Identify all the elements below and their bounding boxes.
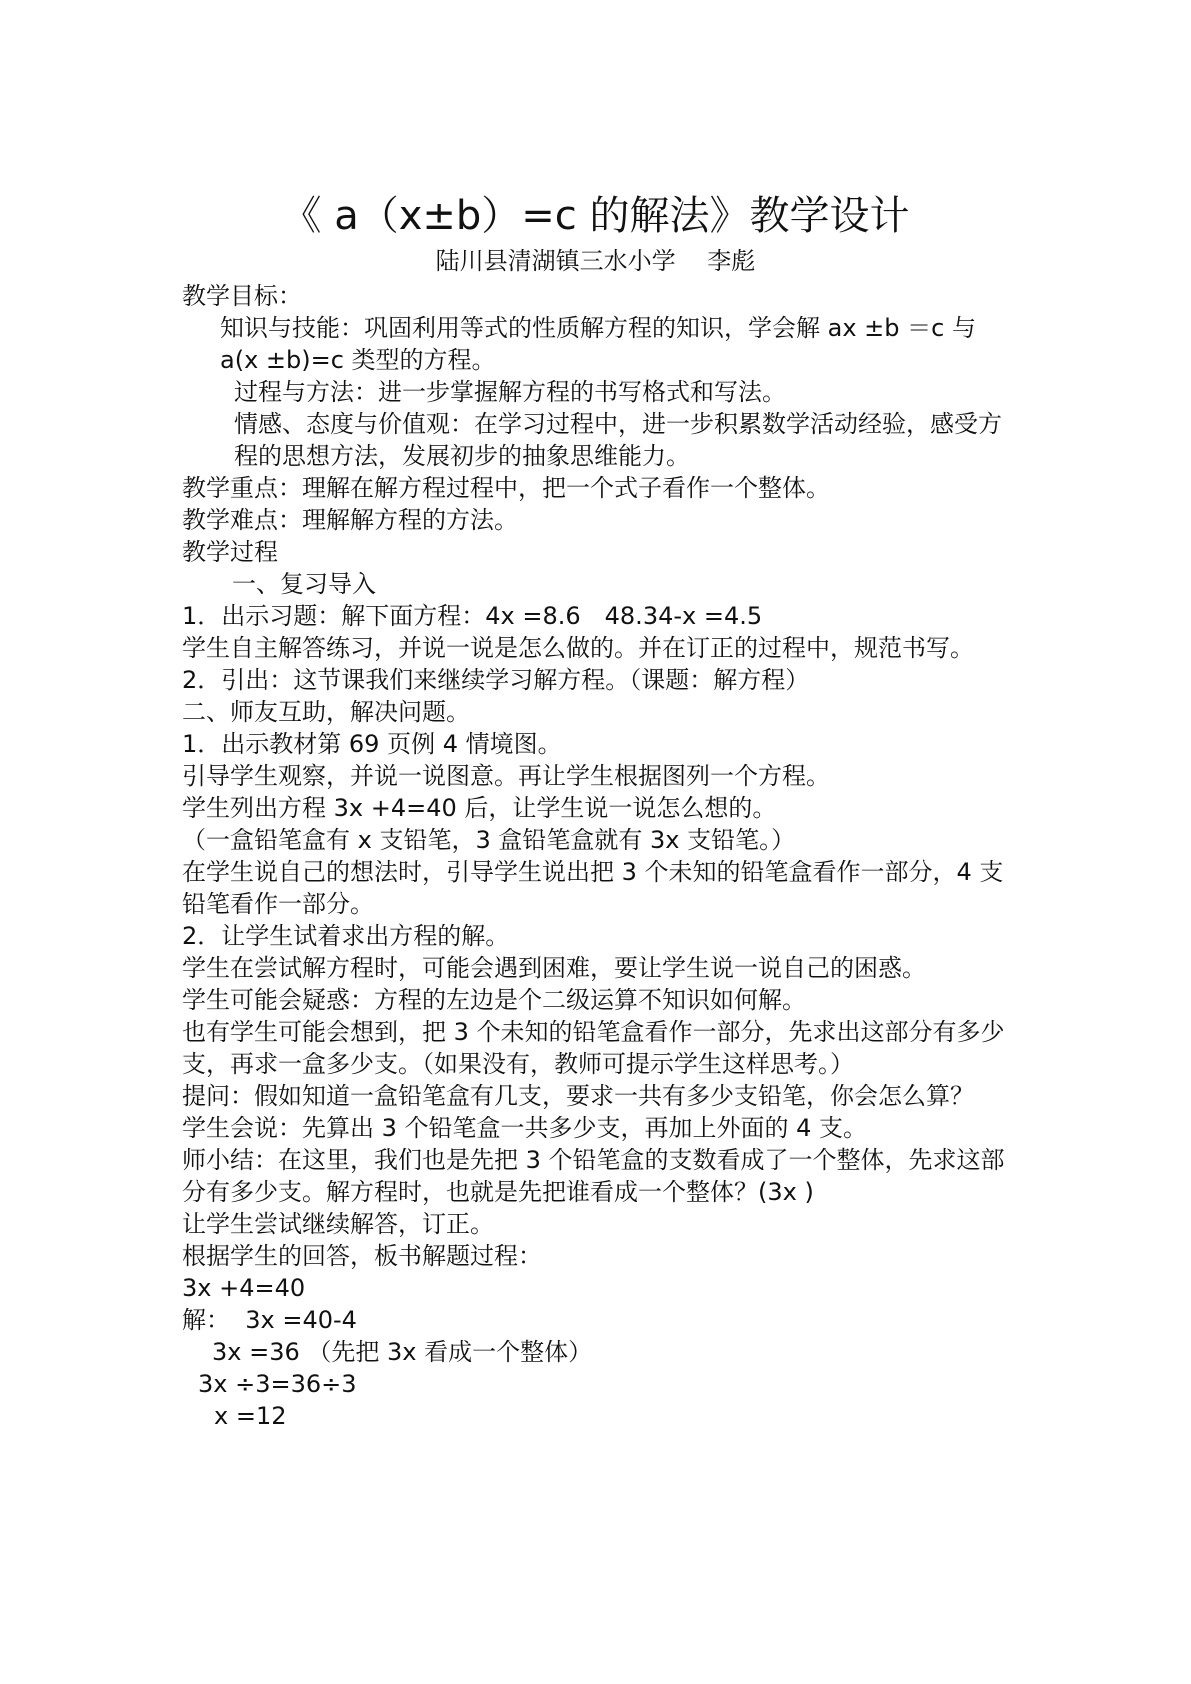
paragraph-board-writing: 根据学生的回答，板书解题过程： <box>182 1242 542 1270</box>
paragraph-key-point: 教学重点：理解在解方程过程中，把一个式子看作一个整体。 <box>182 474 830 502</box>
heading-teaching-process: 教学过程 <box>182 538 278 566</box>
equation-line-3: 3x =36 （先把 3x 看成一个整体） <box>212 1338 593 1366</box>
equation-line-5: x =12 <box>214 1402 287 1430</box>
heading-teaching-goals: 教学目标： <box>182 282 302 310</box>
paragraph-continue: 让学生尝试继续解答，订正。 <box>182 1210 494 1238</box>
paragraph-guide-observe: 引导学生观察，并说一说图意。再让学生根据图列一个方程。 <box>182 762 830 790</box>
document-author: 陆川县清湖镇三水小学 李彪 <box>435 247 756 275</box>
paragraph-introduce: 2．引出：这节课我们来继续学习解方程。（课题：解方程） <box>182 666 810 694</box>
paragraph-emotion-attitude: 情感、态度与价值观：在学习过程中，进一步积累数学活动经验，感受方程的思想方法，发展初步的抽象思维能力。 <box>234 410 1002 470</box>
paragraph-exercise: 1．出示习题：解下面方程：4x =8.6 48.34-x =4.5 <box>182 602 763 630</box>
paragraph-process-method: 过程与方法：进一步掌握解方程的书写格式和写法。 <box>234 378 786 406</box>
equation-line-4: 3x ÷3=36÷3 <box>198 1370 357 1398</box>
equation-line-1: 3x +4=40 <box>182 1274 306 1302</box>
paragraph-pencil-box: （一盒铅笔盒有 x 支铅笔，3 盒铅笔盒就有 3x 支铅笔。） <box>182 826 796 854</box>
document-title: 《 a（x±b）=c 的解法》教学设计 <box>281 193 910 239</box>
paragraph-try-solve: 2．让学生试着求出方程的解。 <box>182 922 510 950</box>
paragraph-doubt: 学生可能会疑惑：方程的左边是个二级运算不知识如何解。 <box>182 986 806 1014</box>
paragraph-student-idea: 在学生说自己的想法时，引导学生说出把 3 个未知的铅笔盒看作一部分，4 支铅笔看作一部分。 <box>182 858 1004 918</box>
paragraph-difficulty-confusion: 学生在尝试解方程时，可能会遇到困难，要让学生说一说自己的困惑。 <box>182 954 926 982</box>
paragraph-question: 提问：假如知道一盒铅笔盒有几支，要求一共有多少支铅笔，你会怎么算？ <box>182 1082 974 1110</box>
paragraph-list-equation: 学生列出方程 3x +4=40 后，让学生说一说怎么想的。 <box>182 794 777 822</box>
paragraph-teacher-summary: 师小结：在这里，我们也是先把 3 个铅笔盒的支数看成了一个整体，先求这部分有多少支。解方程时，也就是先把谁看成一个整体？(3x ) <box>182 1146 1005 1206</box>
paragraph-difficulty: 教学难点：理解解方程的方法。 <box>182 506 518 534</box>
heading-mutual-help: 二、师友互助，解决问题。 <box>182 698 470 726</box>
paragraph-show-example: 1．出示教材第 69 页例 4 情境图。 <box>182 730 562 758</box>
equation-line-2: 解： 3x =40-4 <box>182 1306 357 1334</box>
paragraph-student-answer: 学生会说：先算出 3 个铅笔盒一共多少支，再加上外面的 4 支。 <box>182 1114 868 1142</box>
document-body <box>182 280 1010 1432</box>
paragraph-knowledge-skills: 知识与技能：巩固利用等式的性质解方程的知识，学会解 ax ±b ＝c 与 a(x ±b)=c 类型的方程。 <box>220 314 976 374</box>
paragraph-self-practice: 学生自主解答练习，并说一说是怎么做的。并在订正的过程中，规范书写。 <box>182 634 974 662</box>
heading-review: 一、复习导入 <box>232 570 376 598</box>
paragraph-alternative-idea: 也有学生可能会想到，把 3 个未知的铅笔盒看作一部分，先求出这部分有多少支，再求一盒多少支。（如果没有，教师可提示学生这样思考。） <box>182 1018 1005 1078</box>
